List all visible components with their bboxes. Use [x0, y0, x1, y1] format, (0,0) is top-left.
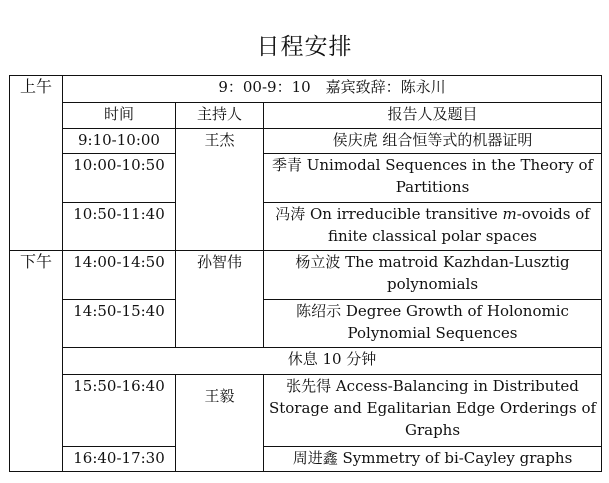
talk-speaker-title: 季青 Unimodal Sequences in the Theory of Partitions: [264, 153, 602, 202]
talk-time: 16:40-17:30: [63, 446, 176, 471]
talk-speaker-title: 张先得 Access-Balancing in Distributed Storage and Egalitarian Edge Orderings of Graphs: [264, 374, 602, 446]
table-row: [10, 251, 602, 300]
talk-time: 14:50-15:40: [63, 299, 176, 348]
talk-speaker-title: 侯庆虎 组合恒等式的机器证明: [264, 128, 602, 153]
session-host: 孙智伟: [176, 251, 264, 348]
table-row: [10, 446, 602, 471]
talk-time: 9:10-10:00: [63, 128, 176, 153]
talk-time: 10:00-10:50: [63, 153, 176, 202]
schedule-table: [9, 75, 602, 472]
table-row: [10, 76, 602, 103]
opening-remarks: 9：00-9：10 嘉宾致辞：陈永川: [63, 76, 602, 103]
table-row: [10, 348, 602, 374]
session-host: 王杰: [176, 128, 264, 251]
talk-speaker-title: 冯涛 On irreducible transitive m-ovoids of finite classical polar spaces: [264, 202, 602, 251]
period-morning: 上午: [10, 76, 63, 251]
page-title: 日程安排: [256, 34, 353, 60]
talk-speaker-title: 周进鑫 Symmetry of bi-Cayley graphs: [264, 446, 602, 471]
table-row: [10, 128, 602, 153]
period-afternoon: 下午: [10, 251, 63, 472]
table-row: [10, 374, 602, 446]
header-host: 主持人: [176, 103, 264, 128]
table-row: [10, 299, 602, 348]
talk-time: 14:00-14:50: [63, 251, 176, 300]
talk-speaker-title: 陈绍示 Degree Growth of Holonomic Polynomial Sequences: [264, 299, 602, 348]
table-row: [10, 153, 602, 202]
table-row: [10, 103, 602, 128]
break-row: 休息 10 分钟: [63, 348, 602, 374]
talk-speaker-title: 杨立波 The matroid Kazhdan-Lusztig polynomials: [264, 251, 602, 300]
session-host: 王毅: [176, 374, 264, 471]
table-row: [10, 202, 602, 251]
talk-time: 15:50-16:40: [63, 374, 176, 446]
header-time: 时间: [63, 103, 176, 128]
talk-time: 10:50-11:40: [63, 202, 176, 251]
math-variable: m: [502, 204, 517, 223]
header-speaker: 报告人及题目: [264, 103, 602, 128]
